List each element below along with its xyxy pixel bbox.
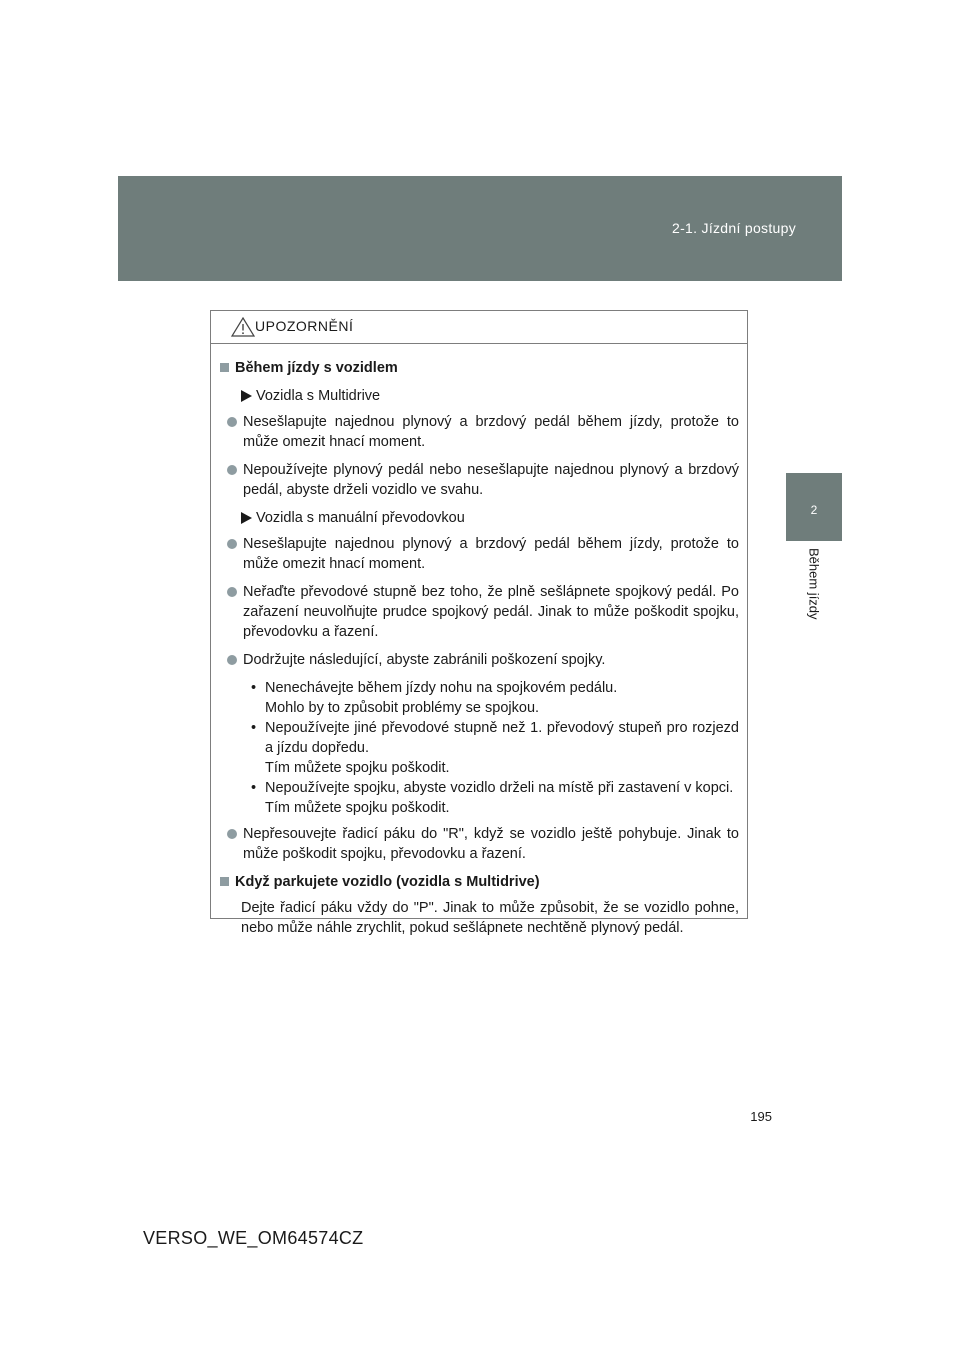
warning-title: UPOZORNĚNÍ	[255, 318, 354, 334]
section-body-text: Dejte řadicí páku vždy do "P". Jinak to může způsobit, že se vozidlo pohne, nebo může náhle zrychlit, pokud sešlápnete nechtěně plynový pedál.	[241, 900, 739, 936]
bullet-text: Neřaďte převodové stupně bez toho, že plně sešlápnete spojkový pedál. Po zařazení neuvolňujte prudce spojkový pedál. Jinak to může poškodit spojku, převodovku a řazení.	[243, 584, 739, 640]
bullet-item	[227, 412, 739, 452]
section-title: 2-1. Jízdní postupy	[672, 220, 796, 236]
sub-item-text: Nenechávejte během jízdy nohu na spojkovém pedálu.	[265, 680, 618, 696]
bullet-item	[227, 824, 739, 864]
sub-bullet-mark: •	[251, 720, 257, 736]
bullet-text: Nepoužívejte plynový pedál nebo nesešlapujte najednou plynový a brzdový pedál, abyste drželi vozidlo ve svahu.	[243, 462, 739, 498]
sub-item-note: Mohlo by to způsobit problémy se spojkou.	[265, 700, 540, 716]
bullet-item	[227, 582, 739, 642]
sub-item-note: Tím můžete spojku poškodit.	[265, 800, 450, 816]
chapter-label-wrap	[786, 548, 842, 648]
sub-item-note: Tím můžete spojku poškodit.	[265, 760, 450, 776]
variant-label	[241, 386, 739, 406]
circle-bullet-icon	[227, 655, 237, 665]
circle-bullet-icon	[227, 465, 237, 475]
variant-label	[241, 508, 739, 528]
sub-item-text: Nepoužívejte spojku, abyste vozidlo drželi na místě při zastavení v kopci.	[265, 780, 734, 796]
section-heading	[219, 358, 739, 378]
bullet-text: Nesešlapujte najednou plynový a brzdový pedál během jízdy, protože to může omezit hnací moment.	[243, 414, 739, 450]
warning-content	[211, 344, 747, 938]
bullet-item	[227, 534, 739, 574]
square-bullet-icon	[220, 877, 229, 886]
section-heading	[219, 872, 739, 892]
section-heading-text: Během jízdy s vozidlem	[235, 360, 398, 376]
chapter-label: Během jízdy	[806, 548, 822, 620]
bullet-item	[227, 650, 739, 670]
circle-bullet-icon	[227, 417, 237, 427]
sub-item	[251, 718, 739, 758]
sub-item-text: Nepoužívejte jiné převodové stupně než 1. převodový stupeň pro rozjezd a jízdu dopředu.	[265, 720, 739, 756]
arrow-right-icon	[241, 512, 252, 524]
sub-bullet-mark: •	[251, 680, 257, 696]
sub-item	[251, 778, 739, 798]
sub-item	[251, 678, 739, 698]
section-heading-text: Když parkujete vozidlo (vozidla s Multidrive)	[235, 874, 540, 890]
circle-bullet-icon	[227, 829, 237, 839]
header-band	[118, 176, 842, 281]
circle-bullet-icon	[227, 587, 237, 597]
page-number: 195	[750, 1109, 772, 1124]
chapter-tab	[786, 473, 842, 541]
warning-header	[211, 311, 747, 344]
variant-text: Vozidla s Multidrive	[256, 388, 381, 404]
warning-triangle-icon	[231, 317, 255, 337]
square-bullet-icon	[220, 363, 229, 372]
sub-bullet-mark: •	[251, 780, 257, 796]
bullet-text: Nesešlapujte najednou plynový a brzdový pedál během jízdy, protože to může omezit hnací moment.	[243, 536, 739, 572]
arrow-right-icon	[241, 390, 252, 402]
variant-text: Vozidla s manuální převodovkou	[256, 510, 465, 526]
circle-bullet-icon	[227, 539, 237, 549]
document-code: VERSO_WE_OM64574CZ	[143, 1228, 364, 1248]
chapter-number: 2	[810, 503, 818, 517]
bullet-item	[227, 460, 739, 500]
bullet-text: Dodržujte následující, abyste zabránili poškození spojky.	[243, 652, 606, 668]
bullet-text: Nepřesouvejte řadicí páku do "R", když se vozidlo ještě pohybuje. Jinak to může poškodit spojku, převodovku a řazení.	[243, 826, 739, 862]
warning-box	[210, 310, 748, 936]
